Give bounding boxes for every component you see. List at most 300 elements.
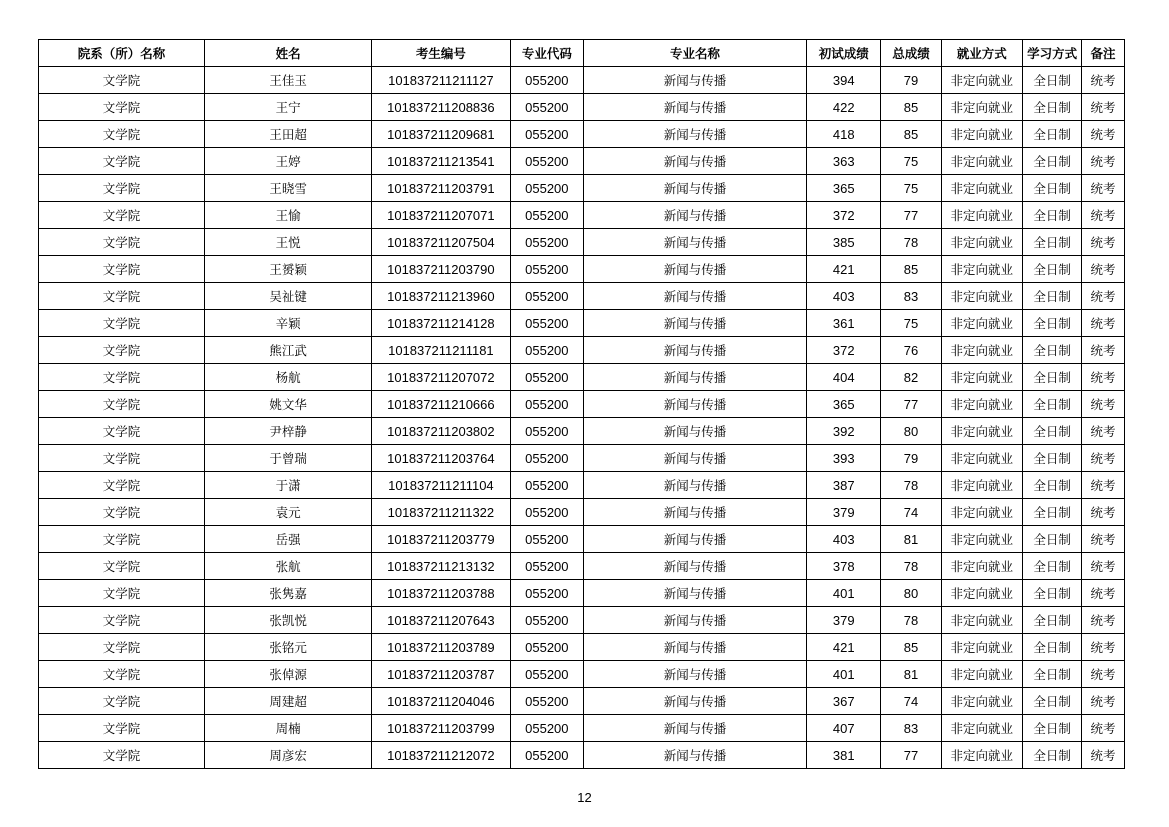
cell-name: 杨航	[205, 364, 372, 391]
cell-name: 周楠	[205, 715, 372, 742]
cell-total-score: 76	[881, 337, 941, 364]
cell-total-score: 81	[881, 661, 941, 688]
cell-study-mode: 全日制	[1023, 553, 1082, 580]
cell-major-name: 新闻与传播	[584, 283, 807, 310]
table-row	[39, 121, 1125, 148]
cell-major-name: 新闻与传播	[584, 337, 807, 364]
cell-department: 文学院	[39, 418, 205, 445]
cell-study-mode: 全日制	[1023, 715, 1082, 742]
cell-candidate-id: 101837211203791	[372, 175, 511, 202]
cell-total-score: 82	[881, 364, 941, 391]
table-row	[39, 499, 1125, 526]
cell-initial-score: 407	[807, 715, 881, 742]
cell-study-mode: 全日制	[1023, 310, 1082, 337]
cell-initial-score: 418	[807, 121, 881, 148]
cell-total-score: 77	[881, 202, 941, 229]
cell-name: 张铭元	[205, 634, 372, 661]
cell-total-score: 85	[881, 634, 941, 661]
cell-initial-score: 421	[807, 634, 881, 661]
cell-major-name: 新闻与传播	[584, 742, 807, 769]
cell-initial-score: 372	[807, 337, 881, 364]
cell-name: 熊江武	[205, 337, 372, 364]
cell-department: 文学院	[39, 607, 205, 634]
cell-major-name: 新闻与传播	[584, 472, 807, 499]
cell-study-mode: 全日制	[1023, 337, 1082, 364]
cell-remarks: 统考	[1082, 229, 1125, 256]
cell-employment-type: 非定向就业	[941, 445, 1023, 472]
cell-initial-score: 363	[807, 148, 881, 175]
cell-remarks: 统考	[1082, 202, 1125, 229]
cell-remarks: 统考	[1082, 67, 1125, 94]
cell-study-mode: 全日制	[1023, 499, 1082, 526]
cell-study-mode: 全日制	[1023, 256, 1082, 283]
cell-major-code: 055200	[510, 202, 583, 229]
cell-total-score: 74	[881, 688, 941, 715]
table-row	[39, 175, 1125, 202]
cell-initial-score: 401	[807, 580, 881, 607]
cell-remarks: 统考	[1082, 661, 1125, 688]
cell-total-score: 75	[881, 175, 941, 202]
header-row	[39, 40, 1125, 67]
cell-initial-score: 378	[807, 553, 881, 580]
cell-candidate-id: 101837211214128	[372, 310, 511, 337]
cell-total-score: 80	[881, 418, 941, 445]
cell-candidate-id: 101837211207071	[372, 202, 511, 229]
cell-candidate-id: 101837211203787	[372, 661, 511, 688]
cell-employment-type: 非定向就业	[941, 391, 1023, 418]
cell-candidate-id: 101837211203764	[372, 445, 511, 472]
cell-major-code: 055200	[510, 229, 583, 256]
cell-name: 王赟颖	[205, 256, 372, 283]
cell-department: 文学院	[39, 256, 205, 283]
cell-total-score: 78	[881, 229, 941, 256]
cell-study-mode: 全日制	[1023, 67, 1082, 94]
admission-table	[38, 39, 1125, 769]
cell-initial-score: 379	[807, 499, 881, 526]
col-header-major-name: 专业名称	[584, 40, 807, 67]
cell-major-code: 055200	[510, 256, 583, 283]
cell-employment-type: 非定向就业	[941, 202, 1023, 229]
cell-initial-score: 361	[807, 310, 881, 337]
cell-major-code: 055200	[510, 499, 583, 526]
cell-candidate-id: 101837211212072	[372, 742, 511, 769]
cell-employment-type: 非定向就业	[941, 742, 1023, 769]
cell-employment-type: 非定向就业	[941, 688, 1023, 715]
table-row	[39, 229, 1125, 256]
cell-study-mode: 全日制	[1023, 526, 1082, 553]
cell-total-score: 79	[881, 445, 941, 472]
cell-remarks: 统考	[1082, 148, 1125, 175]
cell-major-code: 055200	[510, 364, 583, 391]
cell-study-mode: 全日制	[1023, 229, 1082, 256]
cell-name: 张隽嘉	[205, 580, 372, 607]
cell-candidate-id: 101837211204046	[372, 688, 511, 715]
cell-major-name: 新闻与传播	[584, 256, 807, 283]
table-row	[39, 310, 1125, 337]
cell-name: 尹梓静	[205, 418, 372, 445]
cell-initial-score: 365	[807, 175, 881, 202]
cell-employment-type: 非定向就业	[941, 121, 1023, 148]
cell-candidate-id: 101837211203790	[372, 256, 511, 283]
cell-department: 文学院	[39, 499, 205, 526]
cell-initial-score: 367	[807, 688, 881, 715]
cell-total-score: 75	[881, 310, 941, 337]
cell-total-score: 83	[881, 283, 941, 310]
table-row	[39, 418, 1125, 445]
cell-remarks: 统考	[1082, 283, 1125, 310]
cell-initial-score: 392	[807, 418, 881, 445]
cell-total-score: 78	[881, 553, 941, 580]
cell-major-name: 新闻与传播	[584, 715, 807, 742]
cell-name: 张航	[205, 553, 372, 580]
cell-employment-type: 非定向就业	[941, 607, 1023, 634]
cell-major-code: 055200	[510, 310, 583, 337]
cell-study-mode: 全日制	[1023, 742, 1082, 769]
cell-department: 文学院	[39, 202, 205, 229]
cell-remarks: 统考	[1082, 580, 1125, 607]
cell-total-score: 81	[881, 526, 941, 553]
cell-remarks: 统考	[1082, 499, 1125, 526]
col-header-name: 姓名	[205, 40, 372, 67]
cell-employment-type: 非定向就业	[941, 661, 1023, 688]
table-row	[39, 607, 1125, 634]
table-row	[39, 661, 1125, 688]
cell-total-score: 77	[881, 742, 941, 769]
cell-employment-type: 非定向就业	[941, 148, 1023, 175]
cell-initial-score: 404	[807, 364, 881, 391]
cell-major-name: 新闻与传播	[584, 688, 807, 715]
cell-name: 王宁	[205, 94, 372, 121]
col-header-candidate-id: 考生编号	[372, 40, 511, 67]
cell-department: 文学院	[39, 67, 205, 94]
cell-remarks: 统考	[1082, 607, 1125, 634]
cell-employment-type: 非定向就业	[941, 472, 1023, 499]
cell-major-code: 055200	[510, 661, 583, 688]
table-row	[39, 283, 1125, 310]
table-row	[39, 526, 1125, 553]
cell-total-score: 78	[881, 607, 941, 634]
cell-name: 王愉	[205, 202, 372, 229]
cell-remarks: 统考	[1082, 391, 1125, 418]
cell-total-score: 85	[881, 256, 941, 283]
cell-major-name: 新闻与传播	[584, 634, 807, 661]
cell-remarks: 统考	[1082, 364, 1125, 391]
cell-department: 文学院	[39, 364, 205, 391]
cell-study-mode: 全日制	[1023, 364, 1082, 391]
cell-candidate-id: 101837211207072	[372, 364, 511, 391]
cell-remarks: 统考	[1082, 256, 1125, 283]
cell-initial-score: 421	[807, 256, 881, 283]
cell-study-mode: 全日制	[1023, 391, 1082, 418]
cell-candidate-id: 101837211210666	[372, 391, 511, 418]
cell-employment-type: 非定向就业	[941, 337, 1023, 364]
cell-study-mode: 全日制	[1023, 148, 1082, 175]
cell-department: 文学院	[39, 445, 205, 472]
cell-candidate-id: 101837211203799	[372, 715, 511, 742]
cell-name: 王田超	[205, 121, 372, 148]
cell-candidate-id: 101837211209681	[372, 121, 511, 148]
cell-name: 于曾瑞	[205, 445, 372, 472]
cell-name: 姚文华	[205, 391, 372, 418]
cell-employment-type: 非定向就业	[941, 283, 1023, 310]
cell-employment-type: 非定向就业	[941, 256, 1023, 283]
table-row	[39, 580, 1125, 607]
cell-major-name: 新闻与传播	[584, 418, 807, 445]
cell-remarks: 统考	[1082, 634, 1125, 661]
table-row	[39, 256, 1125, 283]
col-header-study-mode: 学习方式	[1023, 40, 1082, 67]
cell-total-score: 83	[881, 715, 941, 742]
cell-name: 王婷	[205, 148, 372, 175]
cell-department: 文学院	[39, 553, 205, 580]
cell-candidate-id: 101837211203789	[372, 634, 511, 661]
col-header-major-code: 专业代码	[510, 40, 583, 67]
cell-total-score: 75	[881, 148, 941, 175]
cell-employment-type: 非定向就业	[941, 526, 1023, 553]
cell-name: 周彦宏	[205, 742, 372, 769]
page-number: 12	[577, 790, 592, 805]
col-header-department: 院系（所）名称	[39, 40, 205, 67]
cell-department: 文学院	[39, 526, 205, 553]
cell-study-mode: 全日制	[1023, 175, 1082, 202]
cell-department: 文学院	[39, 742, 205, 769]
cell-employment-type: 非定向就业	[941, 580, 1023, 607]
cell-study-mode: 全日制	[1023, 94, 1082, 121]
cell-major-code: 055200	[510, 283, 583, 310]
cell-department: 文学院	[39, 229, 205, 256]
cell-employment-type: 非定向就业	[941, 67, 1023, 94]
cell-department: 文学院	[39, 283, 205, 310]
cell-name: 于潇	[205, 472, 372, 499]
cell-major-code: 055200	[510, 337, 583, 364]
cell-employment-type: 非定向就业	[941, 229, 1023, 256]
cell-total-score: 77	[881, 391, 941, 418]
cell-name: 王晓雪	[205, 175, 372, 202]
cell-candidate-id: 101837211207643	[372, 607, 511, 634]
cell-department: 文学院	[39, 148, 205, 175]
cell-study-mode: 全日制	[1023, 580, 1082, 607]
table-row	[39, 391, 1125, 418]
cell-remarks: 统考	[1082, 310, 1125, 337]
table-body	[39, 67, 1125, 769]
cell-remarks: 统考	[1082, 418, 1125, 445]
cell-initial-score: 403	[807, 526, 881, 553]
cell-study-mode: 全日制	[1023, 121, 1082, 148]
cell-total-score: 79	[881, 67, 941, 94]
cell-name: 岳强	[205, 526, 372, 553]
cell-initial-score: 379	[807, 607, 881, 634]
table-row	[39, 148, 1125, 175]
cell-initial-score: 394	[807, 67, 881, 94]
cell-candidate-id: 101837211207504	[372, 229, 511, 256]
cell-major-name: 新闻与传播	[584, 553, 807, 580]
cell-study-mode: 全日制	[1023, 688, 1082, 715]
cell-study-mode: 全日制	[1023, 445, 1082, 472]
cell-total-score: 80	[881, 580, 941, 607]
cell-major-code: 055200	[510, 121, 583, 148]
cell-major-name: 新闻与传播	[584, 391, 807, 418]
col-header-initial-score: 初试成绩	[807, 40, 881, 67]
cell-remarks: 统考	[1082, 715, 1125, 742]
cell-name: 张倬源	[205, 661, 372, 688]
cell-employment-type: 非定向就业	[941, 499, 1023, 526]
cell-name: 辛颖	[205, 310, 372, 337]
table-row	[39, 742, 1125, 769]
cell-employment-type: 非定向就业	[941, 634, 1023, 661]
cell-department: 文学院	[39, 175, 205, 202]
cell-major-name: 新闻与传播	[584, 526, 807, 553]
cell-major-code: 055200	[510, 418, 583, 445]
cell-study-mode: 全日制	[1023, 472, 1082, 499]
cell-major-code: 055200	[510, 553, 583, 580]
table-row	[39, 688, 1125, 715]
cell-major-code: 055200	[510, 688, 583, 715]
cell-remarks: 统考	[1082, 121, 1125, 148]
cell-major-code: 055200	[510, 67, 583, 94]
cell-department: 文学院	[39, 337, 205, 364]
cell-major-name: 新闻与传播	[584, 499, 807, 526]
table-row	[39, 553, 1125, 580]
cell-candidate-id: 101837211203788	[372, 580, 511, 607]
col-header-employment-type: 就业方式	[941, 40, 1023, 67]
cell-initial-score: 365	[807, 391, 881, 418]
cell-name: 吴祉键	[205, 283, 372, 310]
table-row	[39, 67, 1125, 94]
cell-total-score: 74	[881, 499, 941, 526]
cell-candidate-id: 101837211208836	[372, 94, 511, 121]
cell-candidate-id: 101837211211322	[372, 499, 511, 526]
cell-major-code: 055200	[510, 607, 583, 634]
cell-study-mode: 全日制	[1023, 661, 1082, 688]
cell-department: 文学院	[39, 634, 205, 661]
cell-candidate-id: 101837211203802	[372, 418, 511, 445]
cell-major-code: 055200	[510, 742, 583, 769]
cell-initial-score: 422	[807, 94, 881, 121]
cell-major-name: 新闻与传播	[584, 580, 807, 607]
cell-department: 文学院	[39, 715, 205, 742]
cell-name: 周建超	[205, 688, 372, 715]
cell-initial-score: 401	[807, 661, 881, 688]
cell-department: 文学院	[39, 661, 205, 688]
cell-name: 王佳玉	[205, 67, 372, 94]
cell-department: 文学院	[39, 688, 205, 715]
cell-department: 文学院	[39, 472, 205, 499]
cell-candidate-id: 101837211211181	[372, 337, 511, 364]
cell-name: 王悦	[205, 229, 372, 256]
table-row	[39, 94, 1125, 121]
cell-remarks: 统考	[1082, 742, 1125, 769]
cell-major-name: 新闻与传播	[584, 121, 807, 148]
cell-major-code: 055200	[510, 580, 583, 607]
cell-total-score: 85	[881, 94, 941, 121]
cell-major-name: 新闻与传播	[584, 607, 807, 634]
cell-remarks: 统考	[1082, 553, 1125, 580]
cell-major-name: 新闻与传播	[584, 445, 807, 472]
cell-major-name: 新闻与传播	[584, 175, 807, 202]
cell-total-score: 78	[881, 472, 941, 499]
cell-major-name: 新闻与传播	[584, 661, 807, 688]
cell-major-code: 055200	[510, 445, 583, 472]
cell-major-name: 新闻与传播	[584, 67, 807, 94]
cell-major-name: 新闻与传播	[584, 202, 807, 229]
cell-major-code: 055200	[510, 148, 583, 175]
cell-major-code: 055200	[510, 472, 583, 499]
cell-initial-score: 403	[807, 283, 881, 310]
cell-remarks: 统考	[1082, 337, 1125, 364]
cell-candidate-id: 101837211211127	[372, 67, 511, 94]
table-row	[39, 364, 1125, 391]
cell-total-score: 85	[881, 121, 941, 148]
cell-initial-score: 381	[807, 742, 881, 769]
cell-major-name: 新闻与传播	[584, 94, 807, 121]
cell-name: 袁元	[205, 499, 372, 526]
cell-candidate-id: 101837211213132	[372, 553, 511, 580]
cell-employment-type: 非定向就业	[941, 310, 1023, 337]
cell-remarks: 统考	[1082, 175, 1125, 202]
cell-remarks: 统考	[1082, 688, 1125, 715]
cell-major-name: 新闻与传播	[584, 310, 807, 337]
cell-name: 张凯悦	[205, 607, 372, 634]
cell-department: 文学院	[39, 94, 205, 121]
table-row	[39, 472, 1125, 499]
cell-employment-type: 非定向就业	[941, 553, 1023, 580]
cell-candidate-id: 101837211213960	[372, 283, 511, 310]
cell-major-code: 055200	[510, 526, 583, 553]
cell-major-code: 055200	[510, 175, 583, 202]
cell-department: 文学院	[39, 310, 205, 337]
cell-employment-type: 非定向就业	[941, 418, 1023, 445]
table-row	[39, 634, 1125, 661]
cell-initial-score: 385	[807, 229, 881, 256]
cell-remarks: 统考	[1082, 445, 1125, 472]
cell-study-mode: 全日制	[1023, 418, 1082, 445]
cell-study-mode: 全日制	[1023, 283, 1082, 310]
table-row	[39, 715, 1125, 742]
cell-study-mode: 全日制	[1023, 202, 1082, 229]
cell-remarks: 统考	[1082, 526, 1125, 553]
cell-remarks: 统考	[1082, 94, 1125, 121]
cell-department: 文学院	[39, 391, 205, 418]
cell-candidate-id: 101837211203779	[372, 526, 511, 553]
cell-employment-type: 非定向就业	[941, 364, 1023, 391]
cell-initial-score: 372	[807, 202, 881, 229]
table-row	[39, 445, 1125, 472]
table-row	[39, 202, 1125, 229]
cell-major-name: 新闻与传播	[584, 364, 807, 391]
cell-initial-score: 387	[807, 472, 881, 499]
cell-remarks: 统考	[1082, 472, 1125, 499]
col-header-remarks: 备注	[1082, 40, 1125, 67]
cell-employment-type: 非定向就业	[941, 94, 1023, 121]
cell-department: 文学院	[39, 121, 205, 148]
cell-employment-type: 非定向就业	[941, 715, 1023, 742]
cell-employment-type: 非定向就业	[941, 175, 1023, 202]
cell-study-mode: 全日制	[1023, 634, 1082, 661]
cell-candidate-id: 101837211211104	[372, 472, 511, 499]
cell-major-name: 新闻与传播	[584, 229, 807, 256]
col-header-total-score: 总成绩	[881, 40, 941, 67]
cell-study-mode: 全日制	[1023, 607, 1082, 634]
cell-major-code: 055200	[510, 94, 583, 121]
table-row	[39, 337, 1125, 364]
cell-major-name: 新闻与传播	[584, 148, 807, 175]
cell-major-code: 055200	[510, 715, 583, 742]
cell-major-code: 055200	[510, 634, 583, 661]
cell-candidate-id: 101837211213541	[372, 148, 511, 175]
cell-major-code: 055200	[510, 391, 583, 418]
cell-initial-score: 393	[807, 445, 881, 472]
cell-department: 文学院	[39, 580, 205, 607]
